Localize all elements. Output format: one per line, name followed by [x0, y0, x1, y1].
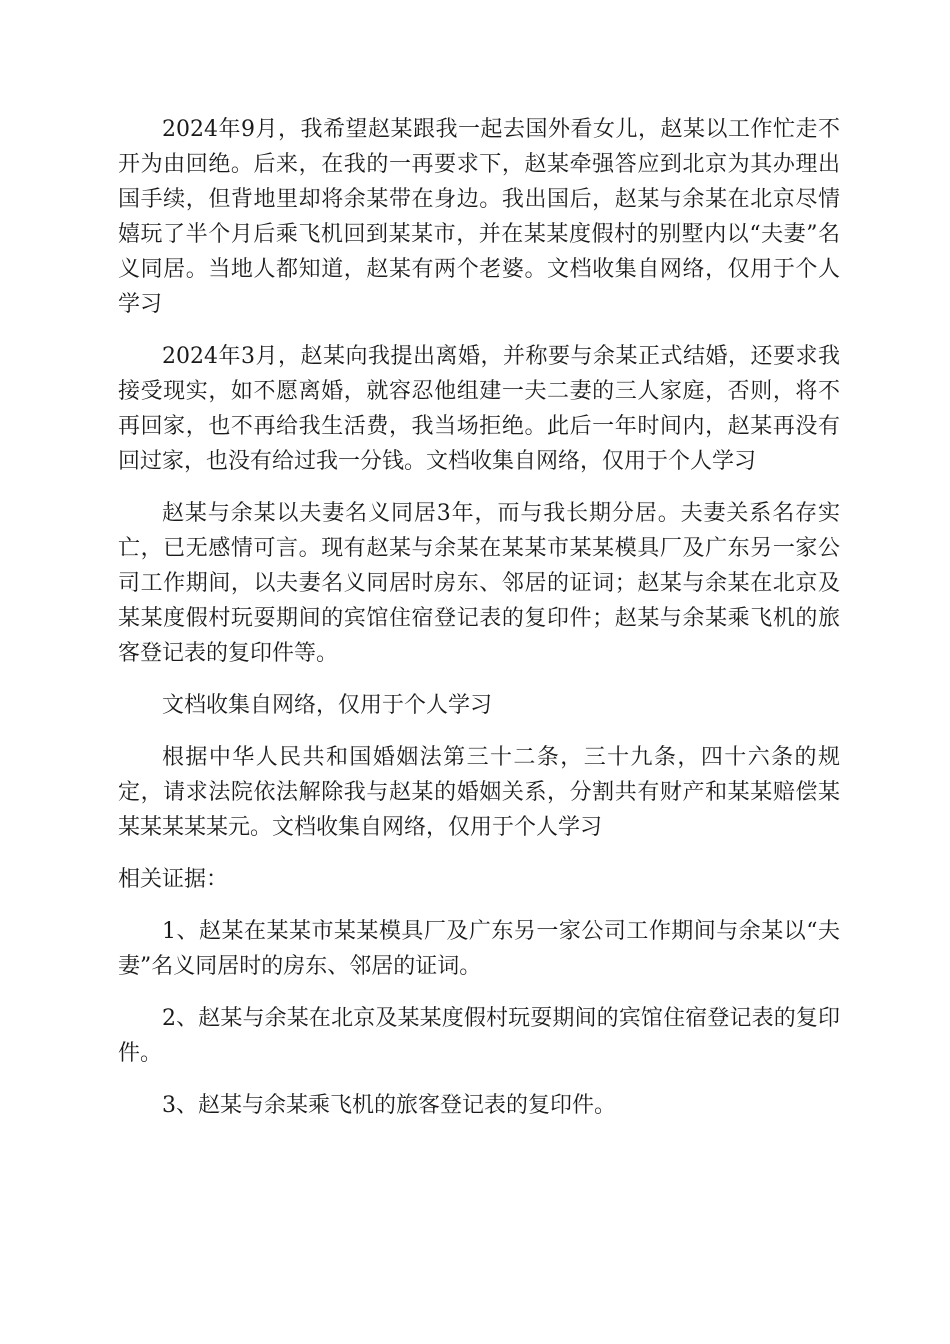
evidence-item-2: 2、赵某与余某在北京及某某度假村玩耍期间的宾馆住宿登记表的复印件。	[118, 1006, 840, 1066]
document-body	[118, 112, 840, 1140]
evidence-heading: 相关证据：	[118, 867, 229, 892]
evidence-item-1: 1、赵某在某某市某某模具厂及广东另一家公司工作期间与余某以“夫妻”名义同居时的房东、邻居的证词。	[118, 919, 840, 979]
paragraph-sept-2024: 2024年9月，我希望赵某跟我一起去国外看女儿，赵某以工作忙走不开为由回绝。后来，在我的一再要求下，赵某牵强答应到北京为其办理出国手续，但背地里却将余某带在身边。我出国后，赵某与余某在北京尽情嬉玩了半个月后乘飞机回到某某市，并在某某度假村的别墅内以“夫妻”名义同居。当地人都知道，赵某有两个老婆。文档收集自网络，仅用于个人学习	[118, 117, 840, 317]
paragraph-mar-2024: 2024年3月，赵某向我提出离婚，并称要与余某正式结婚，还要求我接受现实，如不愿离婚，就容忍他组建一夫二妻的三人家庭，否则，将不再回家，也不再给我生活费，我当场拒绝。此后一年时间内，赵某再没有回过家，也没有给过我一分钱。文档收集自网络，仅用于个人学习	[118, 344, 840, 474]
evidence-item-3: 3、赵某与余某乘飞机的旅客登记表的复印件。	[162, 1093, 616, 1118]
paragraph-source-note: 文档收集自网络，仅用于个人学习	[162, 693, 493, 718]
paragraph-cohabitation: 赵某与余某以夫妻名义同居3年，而与我长期分居。夫妻关系名存实亡，已无感情可言。现有赵某与余某在某某市某某模具厂及广东另一家公司工作期间，以夫妻名义同居时房东、邻居的证词；赵某与余某在北京及某某度假村玩耍期间的宾馆住宿登记表的复印件；赵某与余某乘飞机的旅客登记表的复印件等。	[118, 501, 840, 666]
paragraph-legal-request: 根据中华人民共和国婚姻法第三十二条，三十九条，四十六条的规定，请求法院依法解除我与赵某的婚姻关系，分割共有财产和某某赔偿某某某某某某元。文档收集自网络，仅用于个人学习	[118, 745, 840, 840]
